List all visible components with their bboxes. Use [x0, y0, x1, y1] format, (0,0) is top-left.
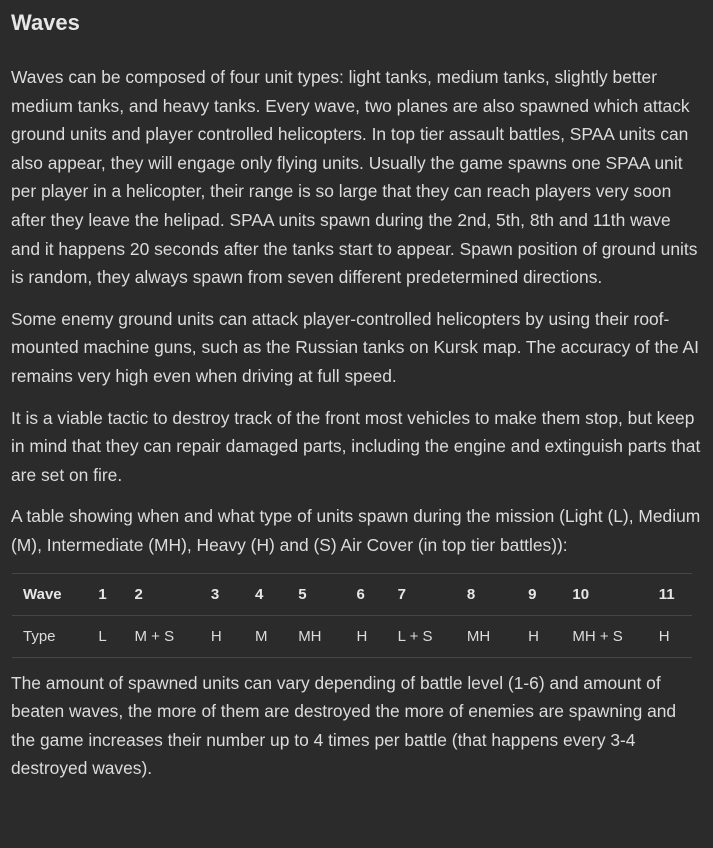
table-cell: MH + S	[561, 615, 647, 657]
table-header-cell: Wave	[12, 573, 87, 615]
section-heading: Waves	[11, 10, 80, 35]
table-header-cell: 8	[456, 573, 517, 615]
table-cell: Type	[12, 615, 87, 657]
paragraph-closing: The amount of spawned units can vary depending of battle level (1-6) and amount of beaten waves, the more of them are destroyed the more of enemies are spawning and the game increases their number up to 4 times per battle (that happens every 3-4 destroyed waves).	[11, 672, 677, 779]
paragraph-table-intro: A table showing when and what type of units spawn during the mission (Light (L), Medium (M), Intermediate (MH), Heavy (H) and (S) Air Cover (in top tier battles)):	[11, 506, 701, 555]
table-header-cell: 5	[287, 573, 345, 615]
table-cell: L + S	[387, 615, 456, 657]
table-header-cell: 4	[244, 573, 287, 615]
paragraph-wave-composition: Waves can be composed of four unit types: light tanks, medium tanks, slightly better medium tanks, and heavy tanks. Every wave, two planes are also spawned which attack ground units and player controlled helicopters. In top tier assault battles, SPAA units can also appear, they will engage only flying units. Usually the game spawns one SPAA unit per player in a helicopter, their range is so large that they can reach players very soon after they leave the helipad. SPAA units spawn during the 2nd, 5th, 8th and 11th wave and it happens 20 seconds after the tanks start to appear. Spawn position of ground units is random, they always spawn from seven different predetermined directions.	[11, 67, 698, 288]
table-header-row	[12, 573, 692, 615]
table-row	[12, 615, 692, 657]
table-cell: MH	[287, 615, 345, 657]
table-cell: M + S	[123, 615, 199, 657]
table-header-cell: 9	[517, 573, 561, 615]
table-header-cell: 3	[200, 573, 244, 615]
paragraph-machine-guns: Some enemy ground units can attack player-controlled helicopters by using their roof-mounted machine guns, such as the Russian tanks on Kursk map. The accuracy of the AI remains very high even when driving at full speed.	[11, 308, 699, 386]
table-cell: M	[244, 615, 287, 657]
wave-spawn-table	[12, 573, 692, 658]
table-cell: H	[345, 615, 386, 657]
table-header-cell: 7	[387, 573, 456, 615]
paragraph-tactic: It is a viable tactic to destroy track of the front most vehicles to make them stop, but keep in mind that they can repair damaged parts, including the engine and extinguish parts that are set on fire.	[11, 407, 701, 485]
table-cell: MH	[456, 615, 517, 657]
table-header-cell: 1	[87, 573, 123, 615]
table-header-cell: 11	[648, 573, 692, 615]
table-cell: H	[200, 615, 244, 657]
table-cell: H	[648, 615, 692, 657]
table-cell: L	[87, 615, 123, 657]
table-cell: H	[517, 615, 561, 657]
table-header-cell: 10	[561, 573, 647, 615]
table-header-cell: 2	[123, 573, 199, 615]
table-header-cell: 6	[345, 573, 386, 615]
